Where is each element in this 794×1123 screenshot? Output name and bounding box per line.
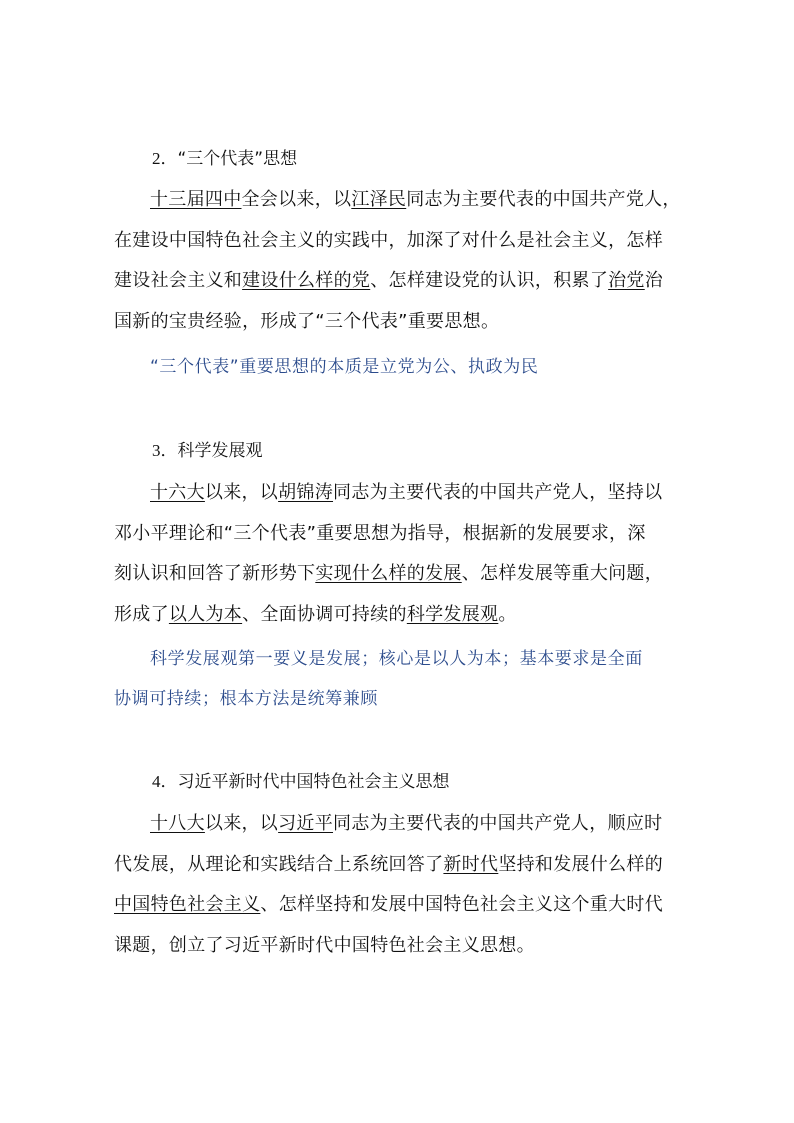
section-4-paragraph	[114, 804, 682, 966]
paragraph-line	[114, 595, 682, 636]
paragraph-line	[114, 804, 682, 845]
text-run: 坚持和发展什么样的	[498, 853, 664, 875]
text-run: 同志为主要代表的中国共产党人，	[406, 189, 681, 210]
underlined-term: 中国特色社会主义	[114, 894, 261, 915]
paragraph-line	[114, 261, 682, 302]
section-3-paragraph	[114, 473, 682, 635]
text-run: 、怎样坚持和发展中国特色社会主义这个重大时代	[260, 894, 664, 915]
underlined-term: 以人为本	[168, 603, 243, 625]
text-run: 形成了	[114, 603, 169, 625]
text-run: 全会以来，以	[241, 189, 352, 210]
paragraph-line	[114, 845, 682, 886]
paragraph-line: 邓小平理论和“三个代表”重要思想为指导，根据新的发展要求，深	[114, 522, 646, 544]
paragraph-line: 在建设中国特色社会主义的实践中，加深了对什么是社会主义，怎样	[114, 229, 663, 251]
section-4-heading	[152, 771, 450, 793]
section-3-title: 科学发展观	[177, 441, 263, 461]
section-2-title: “三个代表”思想	[177, 149, 298, 169]
paragraph-line	[114, 554, 682, 595]
underlined-term: 建设什么样的党	[242, 270, 371, 291]
section-3-number: 3．	[152, 441, 178, 460]
text-run: 代发展，从理论和实践结合上系统回答了	[114, 853, 444, 875]
paragraph-line	[114, 180, 682, 221]
text-run: 、怎样发展等重大问题，	[461, 563, 664, 584]
text-run: 、全面协调可持续的	[242, 603, 407, 625]
paragraph-line	[114, 473, 682, 514]
section-2-number: 2．	[152, 149, 178, 168]
text-run: 、怎样建设党的认识，积累了	[370, 270, 609, 291]
section-2-heading	[152, 148, 297, 170]
underlined-term: 实现什么样的发展	[315, 563, 462, 584]
paragraph-line: 课题，创立了习近平新时代中国特色社会主义思想。	[114, 934, 535, 956]
underlined-term: 胡锦涛	[278, 482, 334, 503]
section-4-title: 习近平新时代中国特色社会主义思想	[177, 772, 450, 792]
underlined-term: 十六大	[150, 482, 205, 503]
text-run: 建设社会主义和	[114, 270, 243, 291]
paragraph-line	[114, 885, 682, 926]
underlined-term: 十三届四中	[150, 189, 242, 210]
text-run: 以来，以	[204, 813, 279, 834]
note-line: 协调可持续；根本方法是统筹兼顾	[114, 689, 378, 709]
text-run: 同志为主要代表的中国共产党人，坚持以	[333, 482, 663, 503]
section-3-heading	[152, 440, 263, 462]
section-3-note	[114, 639, 694, 719]
section-4-number: 4．	[152, 772, 178, 791]
note-line: 科学发展观第一要义是发展；核心是以人为本；基本要求是全面	[150, 649, 643, 669]
paragraph-line: 国新的宝贵经验，形成了“三个代表”重要思想。	[114, 310, 500, 332]
text-run: 。	[498, 603, 517, 625]
underlined-term: 治党	[608, 270, 645, 291]
text-run: 治	[644, 270, 664, 291]
underlined-term: 习近平	[278, 813, 334, 834]
text-run: 刻认识和回答了新形势下	[114, 563, 316, 584]
text-run: 以来，以	[204, 482, 279, 503]
text-run: 同志为主要代表的中国共产党人，顺应时	[333, 813, 663, 834]
underlined-term: 新时代	[443, 853, 499, 875]
note-line: “三个代表”重要思想的本质是立党为公、执政为民	[150, 357, 539, 377]
underlined-term: 江泽民	[351, 189, 407, 210]
underlined-term: 十八大	[150, 813, 205, 834]
underlined-term: 科学发展观	[406, 603, 499, 625]
section-2-paragraph	[114, 180, 682, 342]
section-2-note	[114, 347, 694, 387]
